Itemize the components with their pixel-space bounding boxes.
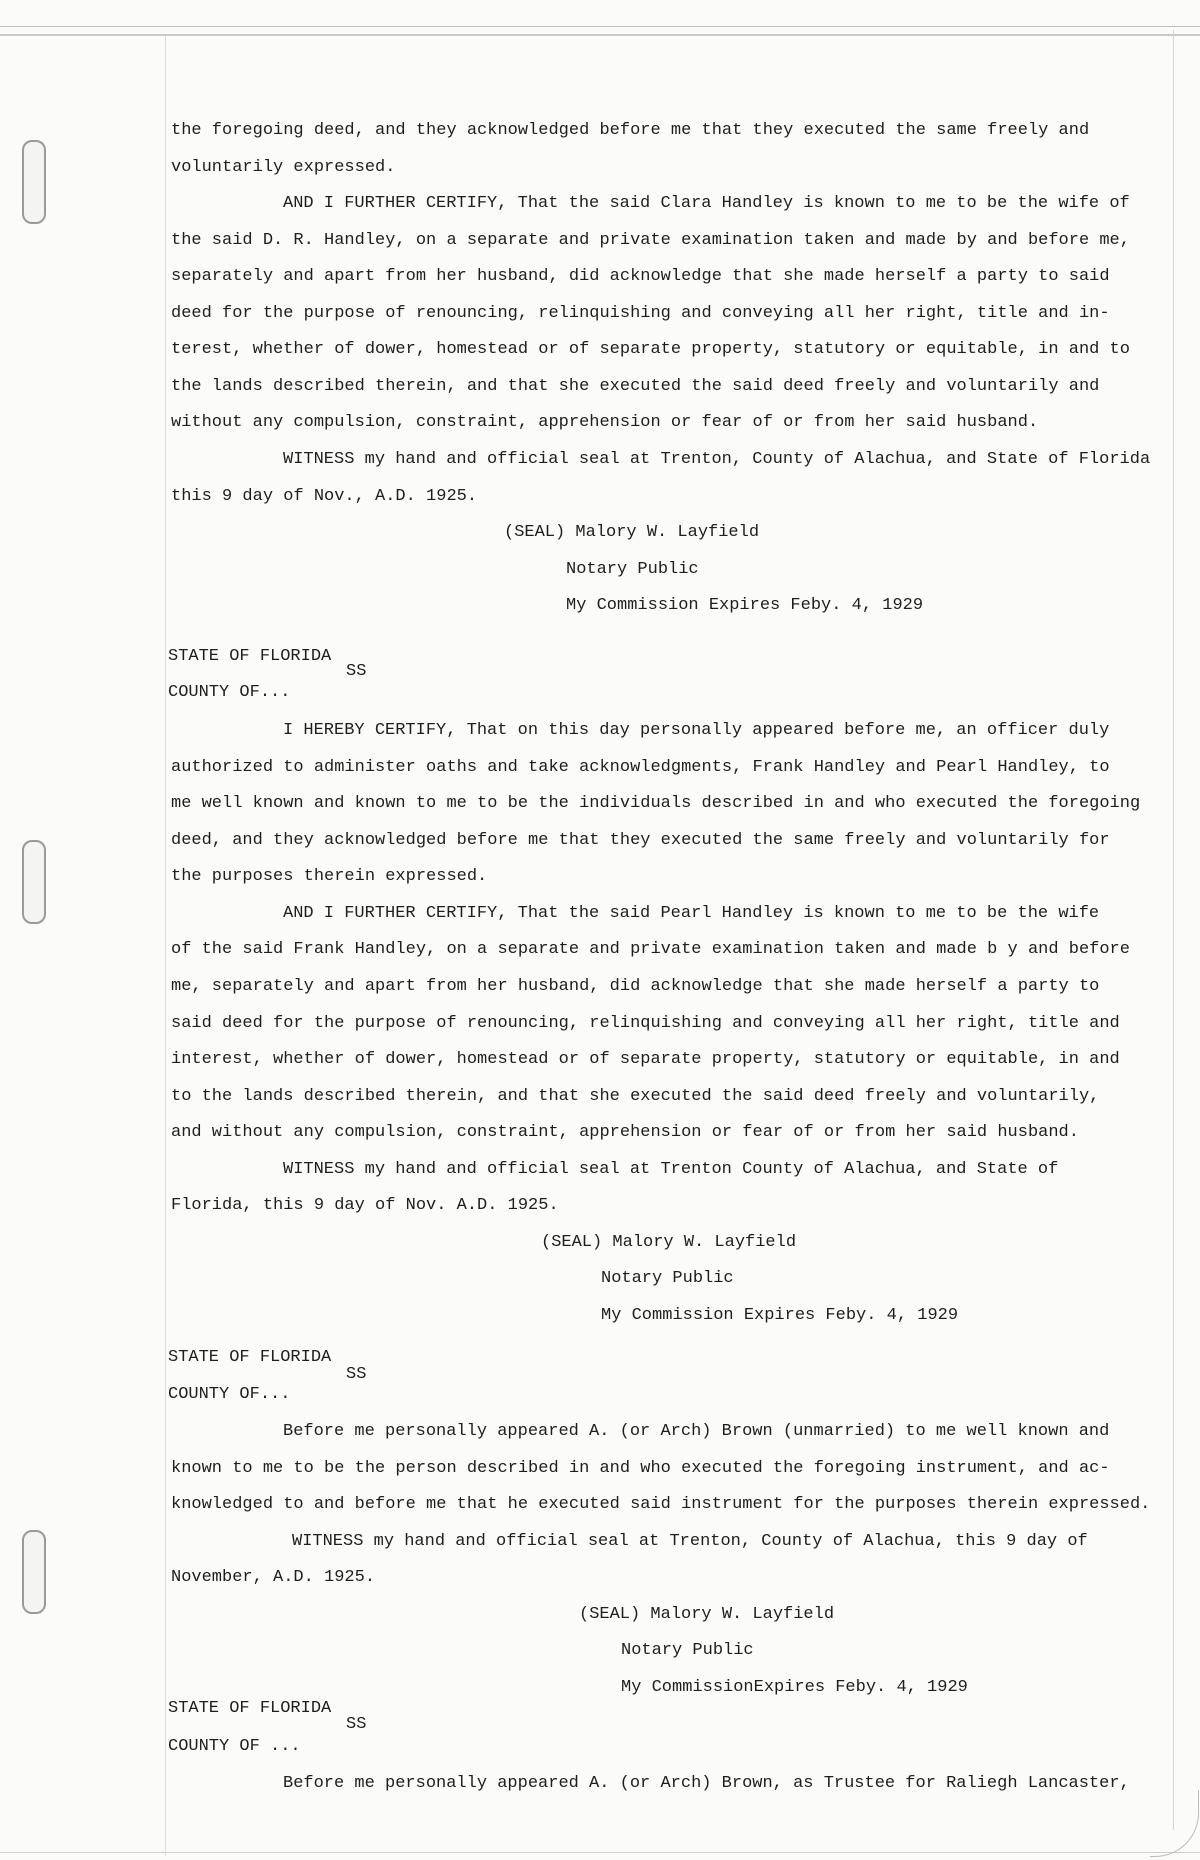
state-heading: STATE OF FLORIDA: [168, 1348, 332, 1367]
text-line: I HEREBY CERTIFY, That on this day personally appeared before me, an officer duly: [283, 721, 1110, 740]
commission-line: My Commission Expires Feby. 4, 1929: [601, 1306, 959, 1325]
text-line: interest, whether of dower, homestead or of separate property, statutory or equitable, in and: [171, 1050, 1120, 1069]
text-line: Before me personally appeared A. (or Arch) Brown, as Trustee for Raliegh Lancaster,: [283, 1774, 1130, 1793]
left-margin-line: [165, 36, 166, 1856]
text-line: said deed for the purpose of renouncing, relinquishing and conveying all her right, title and: [171, 1014, 1120, 1033]
bottom-rule: [0, 1852, 1200, 1853]
top-rule: [0, 26, 1200, 27]
county-heading: COUNTY OF...: [168, 1385, 291, 1404]
notary-title-line: Notary Public: [621, 1641, 754, 1660]
text-line: deed, and they acknowledged before me that they executed the same freely and voluntarily for: [171, 831, 1110, 850]
text-line: me, separately and apart from her husband, did acknowledge that she made herself a party to: [171, 977, 1100, 996]
text-line: to the lands described therein, and that she executed the said deed freely and voluntarily,: [171, 1087, 1100, 1106]
right-page-edge: [1173, 30, 1174, 1830]
ss-mark: SS: [346, 662, 367, 681]
text-line: AND I FURTHER CERTIFY, That the said Clara Handley is known to me to be the wife of: [283, 194, 1130, 213]
text-line: without any compulsion, constraint, apprehension or fear of or from her said husband.: [171, 413, 1039, 432]
notary-seal-line: (SEAL) Malory W. Layfield: [579, 1605, 835, 1624]
text-line: deed for the purpose of renouncing, relinquishing and conveying all her right, title and in-: [171, 304, 1110, 323]
text-line: knowledged to and before me that he executed said instrument for the purposes therein expressed.: [171, 1495, 1151, 1514]
ss-mark: SS: [346, 1365, 367, 1384]
state-heading: STATE OF FLORIDA: [168, 647, 332, 666]
notary-title-line: Notary Public: [566, 560, 699, 579]
text-line: November, A.D. 1925.: [171, 1568, 376, 1587]
binder-hole-top: [22, 140, 46, 224]
text-line: WITNESS my hand and official seal at Trenton County of Alachua, and State of: [283, 1160, 1059, 1179]
text-line: AND I FURTHER CERTIFY, That the said Pearl Handley is known to me to be the wife: [283, 904, 1100, 923]
notary-seal-line: (SEAL) Malory W. Layfield: [504, 523, 760, 542]
county-heading: COUNTY OF...: [168, 683, 291, 702]
text-line: me well known and known to me to be the individuals described in and who executed the foregoing: [171, 794, 1141, 813]
text-line: the purposes therein expressed.: [171, 867, 488, 886]
commission-line: My Commission Expires Feby. 4, 1929: [566, 596, 924, 615]
binder-hole-middle: [22, 840, 46, 924]
text-line: known to me to be the person described in and who executed the foregoing instrument, and ac-: [171, 1459, 1110, 1478]
text-line: the said D. R. Handley, on a separate and private examination taken and made by and before me,: [171, 231, 1130, 250]
ss-mark: SS: [346, 1715, 367, 1734]
text-line: Florida, this 9 day of Nov. A.D. 1925.: [171, 1196, 559, 1215]
county-heading: COUNTY OF ...: [168, 1737, 301, 1756]
commission-line: My CommissionExpires Feby. 4, 1929: [621, 1678, 968, 1697]
text-line: separately and apart from her husband, did acknowledge that she made herself a party to said: [171, 267, 1110, 286]
text-line: WITNESS my hand and official seal at Trenton, County of Alachua, this 9 day of: [292, 1532, 1088, 1551]
text-line: authorized to administer oaths and take acknowledgments, Frank Handley and Pearl Handley, to: [171, 758, 1110, 777]
text-line: WITNESS my hand and official seal at Trenton, County of Alachua, and State of Florida: [283, 450, 1151, 469]
top-rule-double: [0, 34, 1200, 36]
text-line: and without any compulsion, constraint, apprehension or fear of or from her said husband.: [171, 1123, 1079, 1142]
text-line: terest, whether of dower, homestead or of separate property, statutory or equitable, in and to: [171, 340, 1130, 359]
text-line: Before me personally appeared A. (or Arch) Brown (unmarried) to me well known and: [283, 1422, 1110, 1441]
text-line: the foregoing deed, and they acknowledged before me that they executed the same freely and: [171, 121, 1090, 140]
notary-title-line: Notary Public: [601, 1269, 734, 1288]
state-heading: STATE OF FLORIDA: [168, 1699, 332, 1718]
text-line: of the said Frank Handley, on a separate and private examination taken and made b y and before: [171, 940, 1130, 959]
text-line: voluntarily expressed.: [171, 158, 396, 177]
text-line: the lands described therein, and that she executed the said deed freely and voluntarily and: [171, 377, 1100, 396]
binder-hole-bottom: [22, 1530, 46, 1614]
text-line: this 9 day of Nov., A.D. 1925.: [171, 487, 478, 506]
page-corner-curl: [1150, 1790, 1199, 1857]
notary-seal-line: (SEAL) Malory W. Layfield: [541, 1233, 797, 1252]
